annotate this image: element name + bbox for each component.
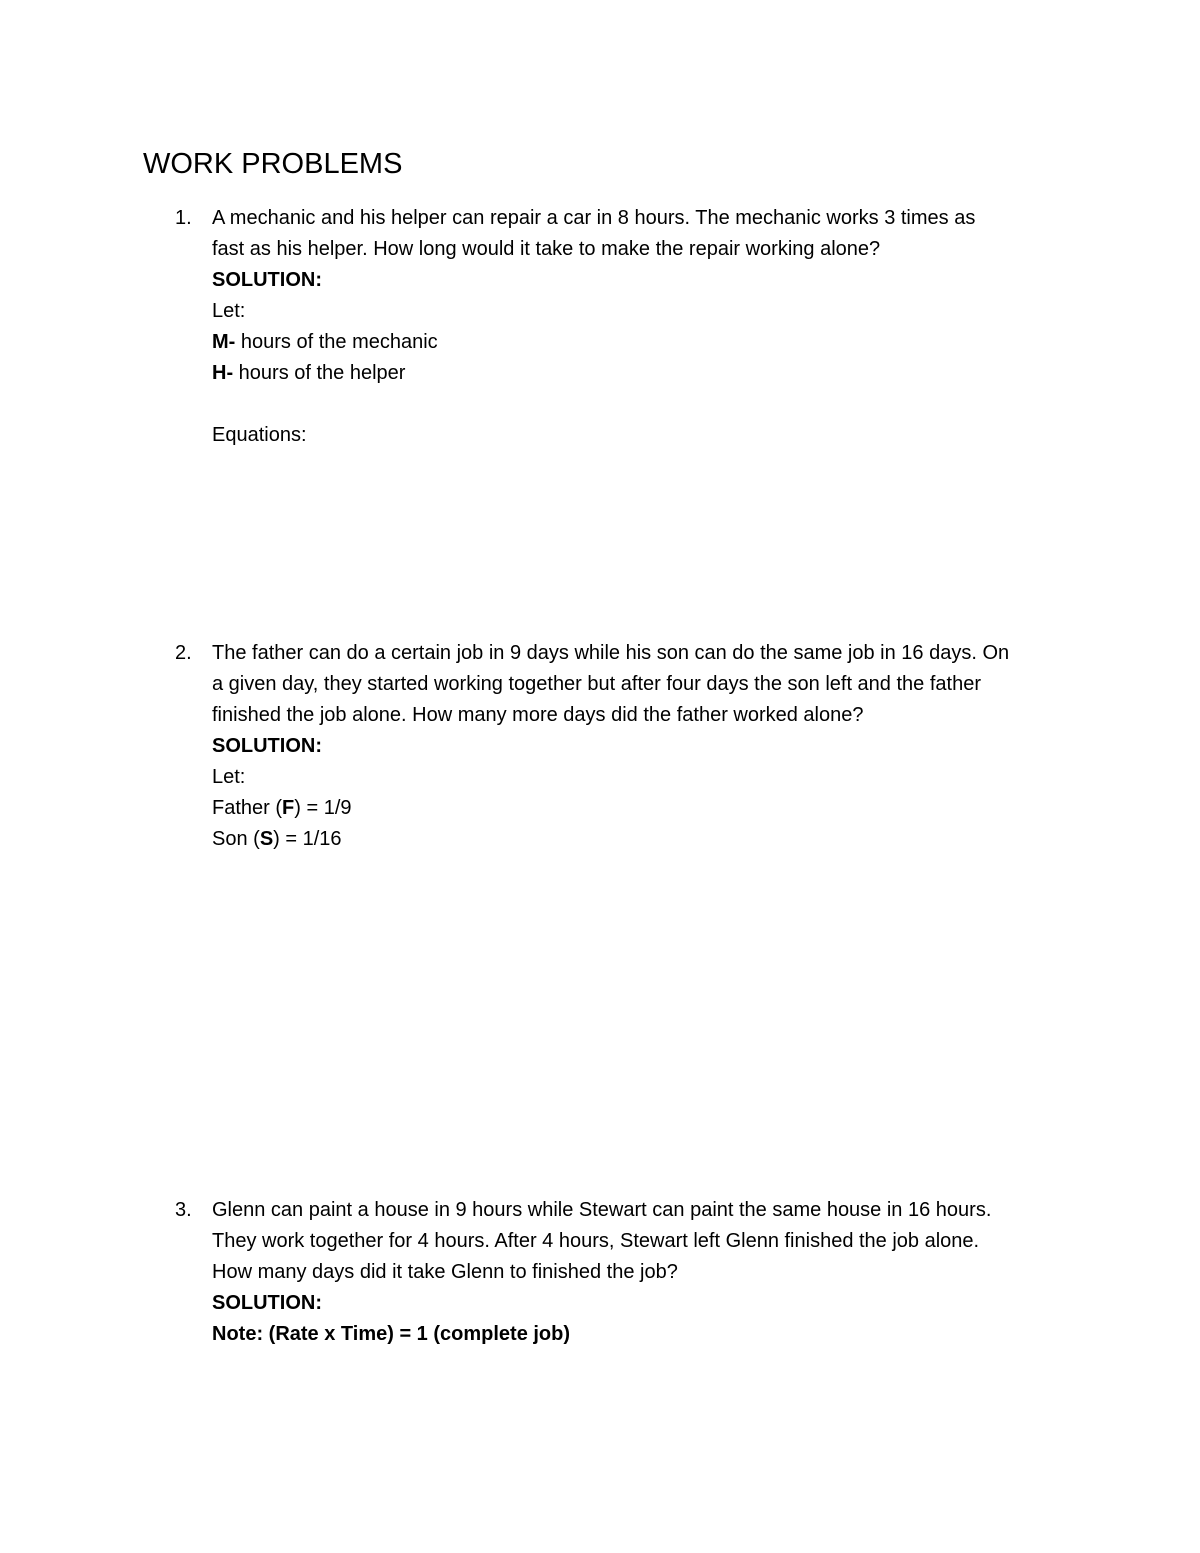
problem-number: 3.: [175, 1199, 192, 1221]
variable-text: hours of the helper: [233, 362, 406, 384]
question-line: A mechanic and his helper can repair a car in 8 hours. The mechanic works 3 times as: [212, 207, 976, 229]
question-line: The father can do a certain job in 9 days while his son can do the same job in 16 days. On: [212, 642, 1010, 664]
question-line: How many days did it take Glenn to finished the job?: [212, 1261, 678, 1283]
variable-prefix: Son (: [212, 828, 260, 850]
variable-definition: [212, 358, 1072, 389]
variable-definition: [212, 824, 1072, 855]
variable-text: hours of the mechanic: [235, 331, 438, 353]
solution-label: SOLUTION:: [212, 735, 322, 757]
variable-prefix: Father (: [212, 797, 283, 819]
page-title: WORK PROBLEMS: [143, 148, 403, 180]
let-label: Let:: [212, 300, 246, 322]
variable-suffix: ) = 1/9: [294, 797, 352, 819]
question-line: fast as his helper. How long would it take to make the repair working alone?: [212, 238, 881, 260]
solution-label: SOLUTION:: [212, 269, 322, 291]
problem-body: [212, 1195, 1072, 1350]
question-line: They work together for 4 hours. After 4 hours, Stewart left Glenn finished the job alone.: [212, 1230, 980, 1252]
problem-body: [212, 203, 1072, 451]
variable-symbol: F: [282, 797, 295, 819]
blank-line: [212, 389, 1072, 420]
equations-label: Equations:: [212, 424, 307, 446]
variable-suffix: ) = 1/16: [273, 828, 342, 850]
variable-definition: [212, 793, 1072, 824]
solution-label: SOLUTION:: [212, 1292, 322, 1314]
note-text: Note: (Rate x Time) = 1 (complete job): [212, 1323, 571, 1345]
problem-number: 2.: [175, 642, 192, 664]
problem-body: [212, 638, 1072, 855]
question-line: a given day, they started working together but after four days the son left and the father: [212, 673, 981, 695]
question-line: finished the job alone. How many more days did the father worked alone?: [212, 704, 864, 726]
variable-symbol: M-: [212, 331, 236, 353]
problem-number: 1.: [175, 207, 192, 229]
let-label: Let:: [212, 766, 246, 788]
variable-symbol: H-: [212, 362, 234, 384]
variable-symbol: S: [259, 828, 274, 850]
question-line: Glenn can paint a house in 9 hours while Stewart can paint the same house in 16 hours.: [212, 1199, 992, 1221]
variable-definition: [212, 327, 1072, 358]
